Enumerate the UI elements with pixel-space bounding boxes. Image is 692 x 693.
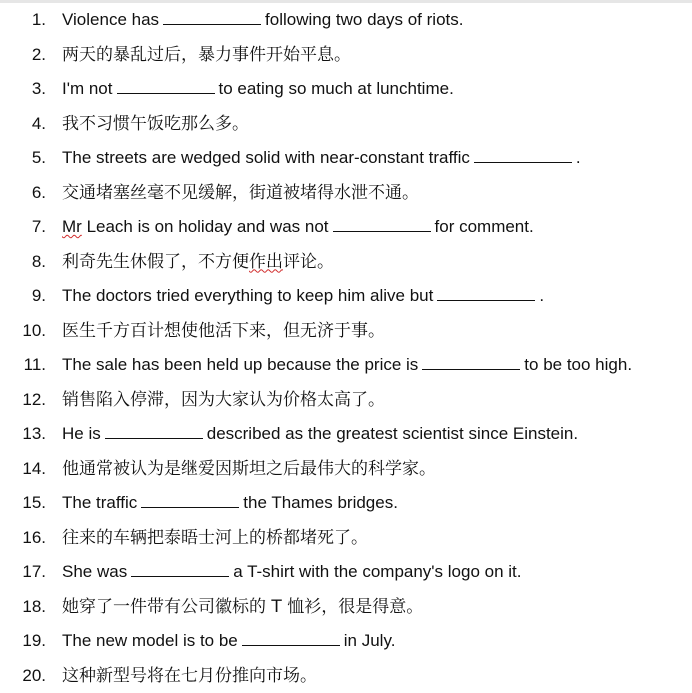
- sentence-end: .: [539, 286, 545, 305]
- item-number: 1.: [31, 10, 46, 29]
- sentence-start: The new model is to be: [62, 631, 238, 650]
- sentence-start: She was: [62, 562, 128, 581]
- answer-blank: [131, 557, 229, 577]
- item-number: 4.: [31, 113, 46, 133]
- chinese-translation: 交通堵塞丝毫不见缓解，街道被堵得水泄不通。: [62, 182, 419, 203]
- item-number: 13.: [22, 424, 46, 443]
- english-sentence: [62, 555, 522, 590]
- sentence-end: described as the greatest scientist since Einstein.: [206, 424, 579, 443]
- answer-blank: [422, 350, 520, 370]
- sentence-start: He is: [62, 424, 101, 443]
- list-item-2: [0, 38, 692, 73]
- chinese-translation: 这种新型号将在七月份推向市场。: [62, 665, 317, 686]
- list-item-15: [0, 486, 692, 521]
- english-sentence: [62, 279, 544, 314]
- list-item-8: [0, 245, 692, 280]
- sentence-start: The traffic: [62, 493, 138, 512]
- chinese-translation: 他通常被认为是继爱因斯坦之后最伟大的科学家。: [62, 458, 436, 479]
- item-number: 10.: [22, 320, 46, 340]
- answer-blank: [437, 281, 535, 301]
- chinese-translation: 医生千方百计想使他活下来，但无济于事。: [62, 320, 385, 341]
- item-number: 17.: [22, 562, 46, 581]
- list-item-10: [0, 314, 692, 349]
- list-item-14: [0, 452, 692, 487]
- item-number: 20.: [22, 665, 46, 685]
- answer-blank: [242, 626, 340, 646]
- sentence-end: the Thames bridges.: [243, 493, 398, 512]
- list-item-7: [0, 210, 692, 245]
- english-sentence: [62, 624, 395, 659]
- english-sentence: [62, 3, 463, 38]
- list-item-4: [0, 107, 692, 142]
- list-item-9: [0, 279, 692, 314]
- sentence-start: The streets are wedged solid with near-constant traffic: [62, 148, 470, 167]
- english-sentence: [62, 141, 581, 176]
- item-number: 6.: [31, 182, 46, 202]
- item-number: 7.: [31, 217, 46, 236]
- list-item-13: [0, 417, 692, 452]
- item-number: 15.: [22, 493, 46, 512]
- chinese-translation: [62, 245, 334, 280]
- chinese-translation: 销售陷入停滞，因为大家认为价格太高了。: [62, 389, 385, 410]
- english-sentence: [62, 210, 534, 245]
- translation-start: 利奇先生休假了，不方便: [62, 251, 249, 272]
- translation-end: 评论。: [283, 251, 334, 272]
- list-item-12: [0, 383, 692, 418]
- sentence-start: I'm not: [62, 79, 113, 98]
- item-number: 19.: [22, 631, 46, 650]
- answer-blank: [141, 488, 239, 508]
- answer-blank: [333, 212, 431, 232]
- answer-blank: [105, 419, 203, 439]
- item-number: 3.: [31, 79, 46, 98]
- item-number: 5.: [31, 148, 46, 167]
- list-item-6: [0, 176, 692, 211]
- sentence-end: a T-shirt with the company's logo on it.: [233, 562, 522, 581]
- sentence-end: in July.: [343, 631, 396, 650]
- sentence-end: .: [575, 148, 581, 167]
- chinese-translation: 两天的暴乱过后，暴力事件开始平息。: [62, 44, 351, 65]
- item-number: 16.: [22, 527, 46, 547]
- list-item-17: [0, 555, 692, 590]
- item-number: 8.: [31, 251, 46, 271]
- list-item-1: [0, 3, 692, 38]
- chinese-translation: 我不习惯午饭吃那么多。: [62, 113, 249, 134]
- english-sentence: [62, 417, 578, 452]
- spellcheck-word: Mr: [62, 217, 82, 236]
- list-item-11: [0, 348, 692, 383]
- exercise-list: [0, 3, 692, 693]
- sentence-start: The sale has been held up because the price is: [62, 355, 419, 374]
- answer-blank: [117, 74, 215, 94]
- list-item-20: [0, 659, 692, 693]
- english-sentence: [62, 72, 454, 107]
- list-item-3: [0, 72, 692, 107]
- sentence-end: following two days of riots.: [265, 10, 464, 29]
- spellcheck-word: 作出: [249, 251, 283, 272]
- sentence-end: to be too high.: [524, 355, 633, 374]
- list-item-5: [0, 141, 692, 176]
- sentence-start: Violence has: [62, 10, 160, 29]
- list-item-19: [0, 624, 692, 659]
- chinese-translation: 往来的车辆把泰晤士河上的桥都堵死了。: [62, 527, 368, 548]
- item-number: 18.: [22, 596, 46, 616]
- english-sentence: [62, 348, 632, 383]
- item-number: 14.: [22, 458, 46, 478]
- answer-blank: [474, 143, 572, 163]
- list-item-18: [0, 590, 692, 625]
- chinese-translation: 她穿了一件带有公司徽标的 T 恤衫，很是得意。: [62, 596, 424, 617]
- sentence-start: Leach is on holiday and was not: [86, 217, 329, 236]
- sentence-end: for comment.: [434, 217, 534, 236]
- item-number: 12.: [22, 389, 46, 409]
- list-item-16: [0, 521, 692, 556]
- sentence-end: to eating so much at lunchtime.: [218, 79, 454, 98]
- item-number: 2.: [31, 44, 46, 64]
- item-number: 9.: [31, 286, 46, 305]
- item-number: 11.: [23, 355, 46, 374]
- sentence-start: The doctors tried everything to keep him alive but: [62, 286, 434, 305]
- english-sentence: [62, 486, 398, 521]
- answer-blank: [163, 5, 261, 25]
